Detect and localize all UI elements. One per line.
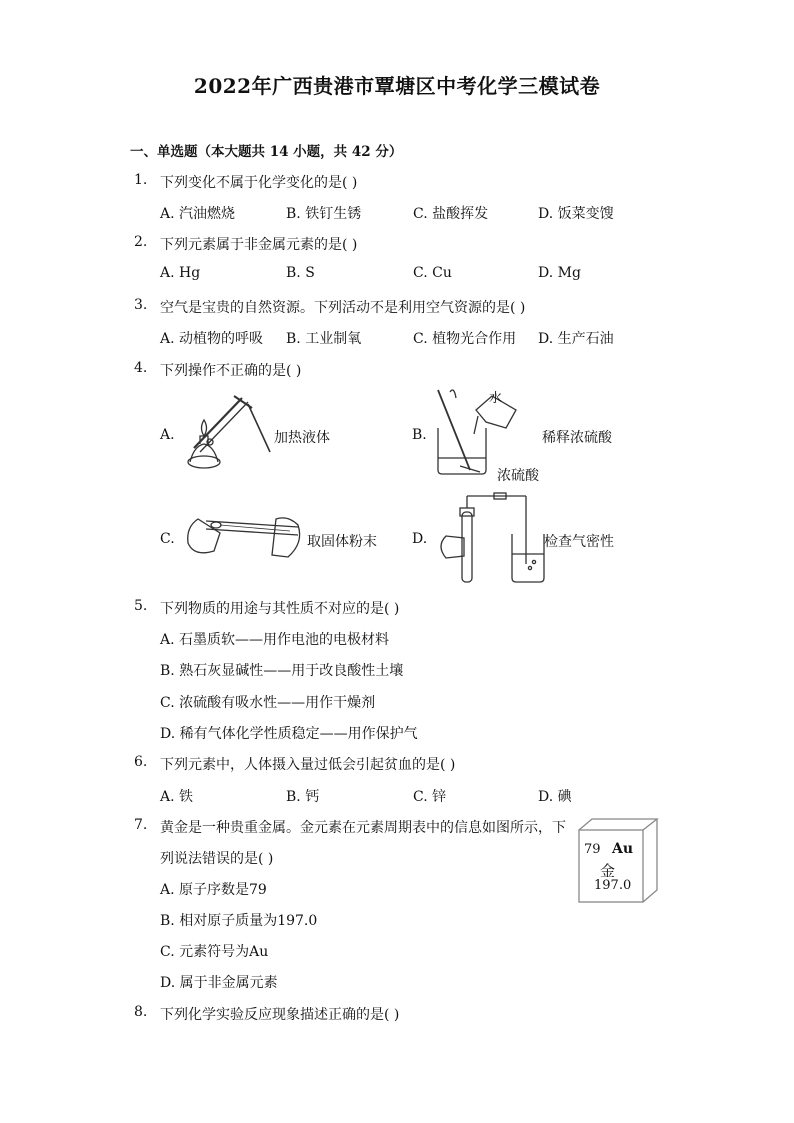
question-text: 下列物质的用途与其性质不对应的是( ) xyxy=(160,601,400,617)
option-d: D. Mg xyxy=(538,265,581,281)
question-text: 下列元素中，人体摄入量过低会引起贫血的是( ) xyxy=(160,757,456,773)
option-b: B. 钙 xyxy=(286,789,320,805)
question-number: 2. xyxy=(134,234,148,250)
option-c: C. xyxy=(160,531,175,547)
option-a: A. 动植物的呼吸 xyxy=(160,331,264,347)
element-name: 金 xyxy=(600,862,616,880)
option-c: C. 锌 xyxy=(413,789,447,805)
option-b: B. S xyxy=(286,265,315,281)
question-number: 6. xyxy=(134,754,148,770)
option-c: C. Cu xyxy=(413,265,452,281)
question-text: 下列变化不属于化学变化的是( ) xyxy=(160,175,358,191)
page-title: 2022年广西贵港市覃塘区中考化学三模试卷 xyxy=(193,74,601,98)
option-b: B. 相对原子质量为197.0 xyxy=(160,913,318,929)
option-a: A. 铁 xyxy=(160,789,194,805)
question-number: 7. xyxy=(134,817,148,833)
element-number: 79 xyxy=(584,842,601,857)
figure-label-airtight: 检查气密性 xyxy=(544,534,614,550)
heating-liquid-figure xyxy=(180,390,275,485)
question-text: 空气是宝贵的自然资源。下列活动不是利用空气资源的是( ) xyxy=(160,300,526,316)
option-d: D. xyxy=(412,531,428,547)
element-symbol: Au xyxy=(612,841,634,857)
option-d: D. 稀有气体化学性质稳定——用作保护气 xyxy=(160,726,418,742)
option-d: D. 碘 xyxy=(538,789,572,805)
option-d: D. 属于非金属元素 xyxy=(160,975,278,991)
option-b: B. xyxy=(412,427,427,443)
option-a: A. 原子序数是79 xyxy=(160,882,267,898)
element-card xyxy=(578,818,660,904)
option-c: C. 盐酸挥发 xyxy=(413,206,489,222)
option-a: A. 汽油燃烧 xyxy=(160,206,236,222)
option-b: B. 熟石灰显碱性——用于改良酸性土壤 xyxy=(160,663,404,679)
question-text-continued: 列说法错误的是( ) xyxy=(160,851,274,867)
question-text: 下列化学实验反应现象描述正确的是( ) xyxy=(160,1007,400,1023)
question-number: 4. xyxy=(134,360,148,376)
option-d: D. 饭菜变馊 xyxy=(538,206,614,222)
figure-label-conc-acid: 浓硫酸 xyxy=(497,468,539,484)
option-c: C. 浓硫酸有吸水性——用作干燥剂 xyxy=(160,695,376,711)
figure-label-heating-liquid: 加热液体 xyxy=(274,430,330,446)
question-text: 黄金是一种贵重金属。金元素在元素周期表中的信息如图所示，下 xyxy=(160,820,566,836)
figure-label-powder: 取固体粉末 xyxy=(307,534,377,550)
option-b: B. 铁钉生锈 xyxy=(286,206,362,222)
option-c: C. 植物光合作用 xyxy=(413,331,517,347)
airtight-figure xyxy=(432,492,547,584)
question-text: 下列元素属于非金属元素的是( ) xyxy=(160,237,358,253)
option-b: B. 工业制氧 xyxy=(286,331,362,347)
option-a: A. Hg xyxy=(160,265,201,281)
option-a: A. xyxy=(160,427,175,443)
section-heading: 一、单选题（本大题共 14 小题，共 42 分） xyxy=(130,144,403,160)
option-d: D. 生产石油 xyxy=(538,331,614,347)
option-c: C. 元素符号为Au xyxy=(160,944,269,960)
question-number: 1. xyxy=(134,172,148,188)
figure-label-water: 水 xyxy=(489,391,503,406)
question-number: 5. xyxy=(134,598,148,614)
powder-figure xyxy=(180,505,308,565)
question-text: 下列操作不正确的是( ) xyxy=(160,363,302,379)
question-number: 8. xyxy=(134,1004,148,1020)
figure-label-dilute: 稀释浓硫酸 xyxy=(542,430,612,446)
element-mass: 197.0 xyxy=(594,878,632,893)
question-number: 3. xyxy=(134,297,148,313)
option-a: A. 石墨质软——用作电池的电极材料 xyxy=(160,632,390,648)
